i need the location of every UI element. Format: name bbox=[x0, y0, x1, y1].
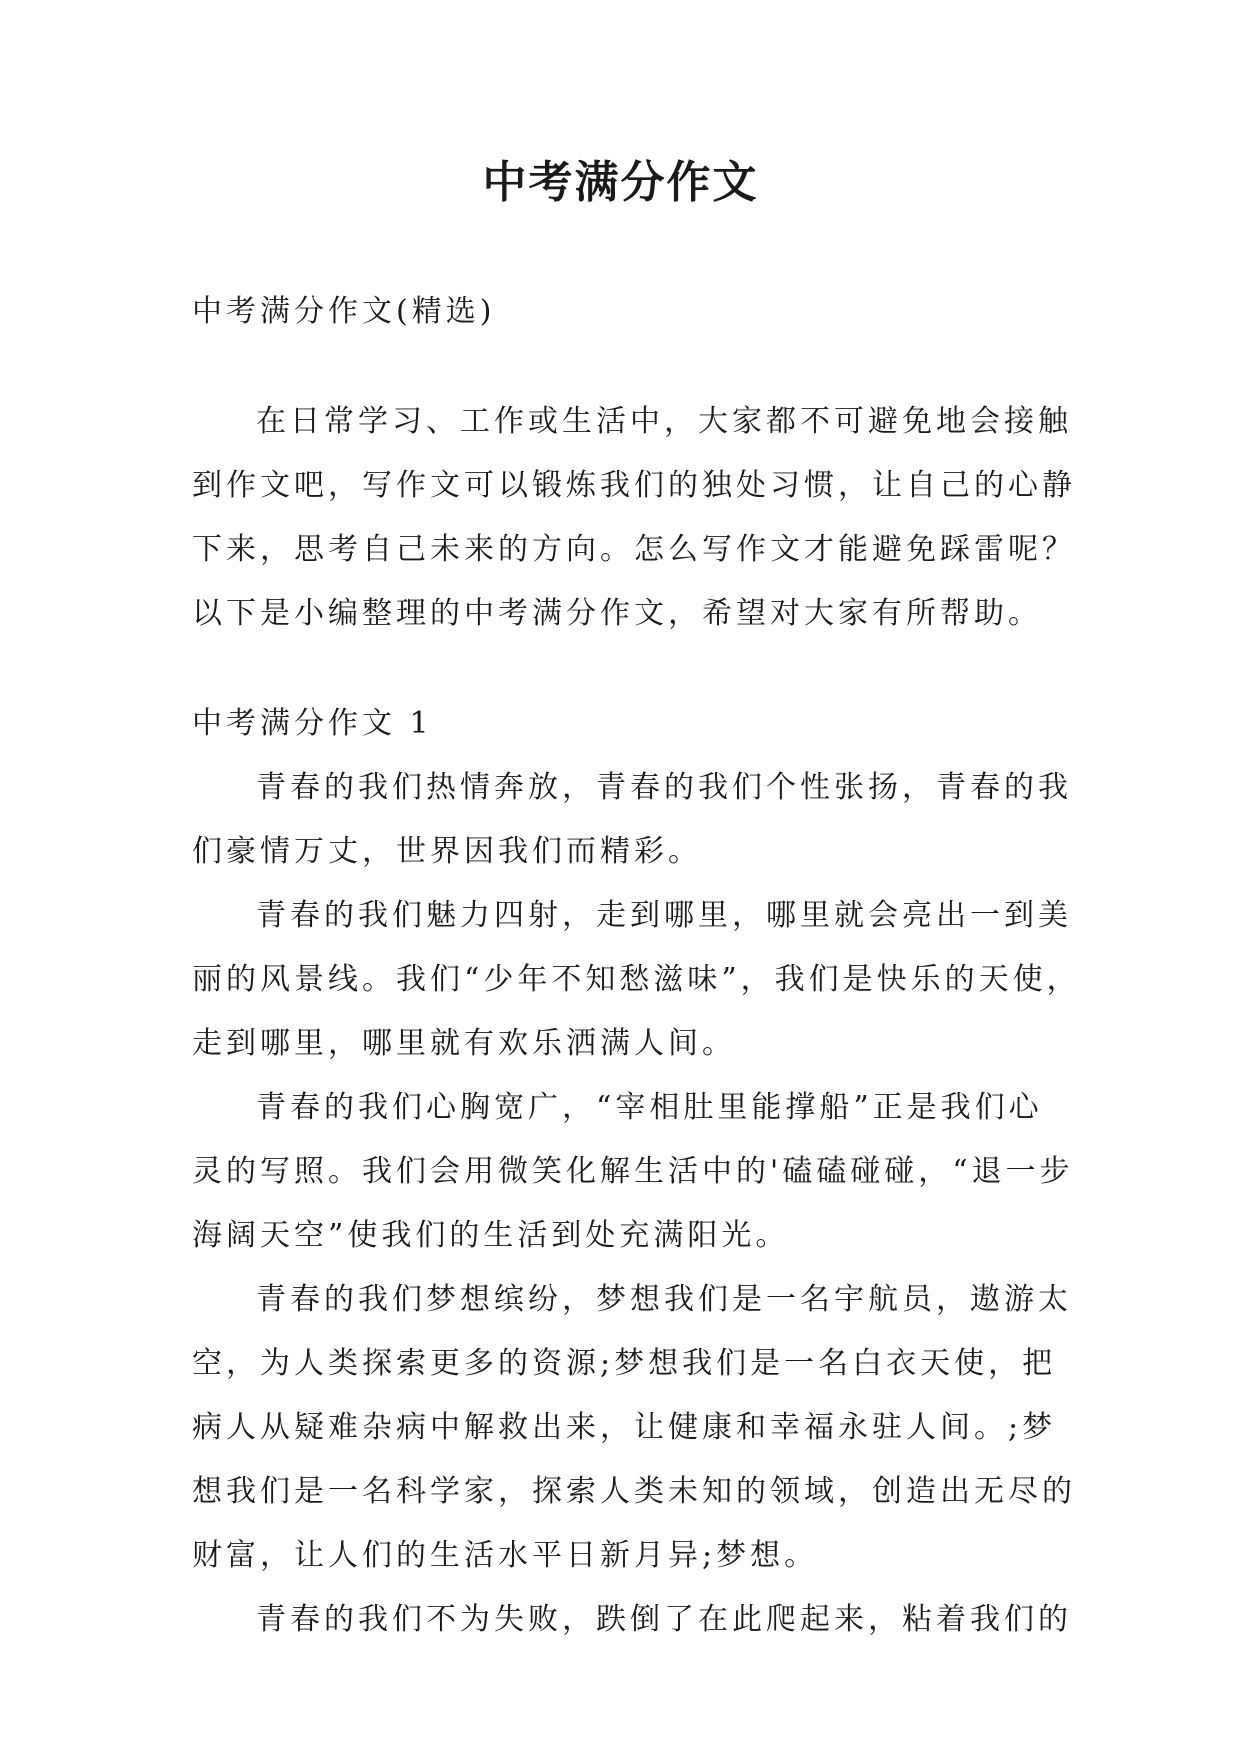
paragraph-line: 青春的我们不为失败，跌倒了在此爬起来，粘着我们的 bbox=[256, 1602, 1072, 1637]
paragraph-line: 青春的我们热情奔放，青春的我们个性张扬，青春的我 bbox=[256, 770, 1072, 805]
paragraph-line: 青春的我们魅力四射，走到哪里，哪里就会亮出一到美 bbox=[256, 898, 1072, 933]
intro-line: 到作文吧，写作文可以锻炼我们的独处习惯，让自己的心静 bbox=[192, 468, 1076, 503]
paragraph-line: 丽的风景线。我们“少年不知愁滋味”，我们是快乐的天使， bbox=[192, 962, 1081, 997]
paragraph-line: 灵的写照。我们会用微笑化解生活中的'磕磕碰碰，“退一步 bbox=[192, 1154, 1074, 1189]
paragraph-2 bbox=[192, 884, 1081, 1076]
paragraph-line: 海阔天空”使我们的生活到处充满阳光。 bbox=[192, 1218, 790, 1253]
document-subtitle: 中考满分作文(精选) bbox=[192, 294, 496, 329]
paragraph-5 bbox=[192, 1588, 1072, 1652]
intro-line: 在日常学习、工作或生活中，大家都不可避免地会接触 bbox=[256, 404, 1072, 439]
paragraph-line: 青春的我们梦想缤纷，梦想我们是一名宇航员，遨游太 bbox=[256, 1282, 1072, 1317]
paragraph-line: 财富，让人们的生活水平日新月异;梦想。 bbox=[192, 1538, 819, 1573]
paragraph-3 bbox=[192, 1076, 1074, 1268]
paragraph-line: 空，为人类探索更多的资源;梦想我们是一名白衣天使，把 bbox=[192, 1346, 1057, 1381]
paragraph-line: 想我们是一名科学家，探索人类未知的领域，创造出无尽的 bbox=[192, 1474, 1076, 1509]
paragraph-line: 走到哪里，哪里就有欢乐洒满人间。 bbox=[192, 1026, 736, 1061]
paragraph-line: 们豪情万丈，世界因我们而精彩。 bbox=[192, 834, 702, 869]
paragraph-4 bbox=[192, 1268, 1076, 1588]
paragraph-line: 病人从疑难杂病中解救出来，让健康和幸福永驻人间。;梦 bbox=[192, 1410, 1057, 1445]
document-title: 中考满分作文 bbox=[482, 157, 759, 208]
document-body bbox=[192, 280, 1081, 1652]
intro-paragraph bbox=[192, 390, 1076, 646]
section-heading: 中考满分作文 1 bbox=[192, 706, 433, 741]
paragraph-line: 青春的我们心胸宽广，“宰相肚里能撑船”正是我们心 bbox=[256, 1090, 1043, 1125]
intro-line: 下来，思考自己未来的方向。怎么写作文才能避免踩雷呢？ bbox=[192, 532, 1076, 567]
intro-line: 以下是小编整理的中考满分作文，希望对大家有所帮助。 bbox=[192, 596, 1042, 631]
paragraph-1 bbox=[192, 756, 1072, 884]
